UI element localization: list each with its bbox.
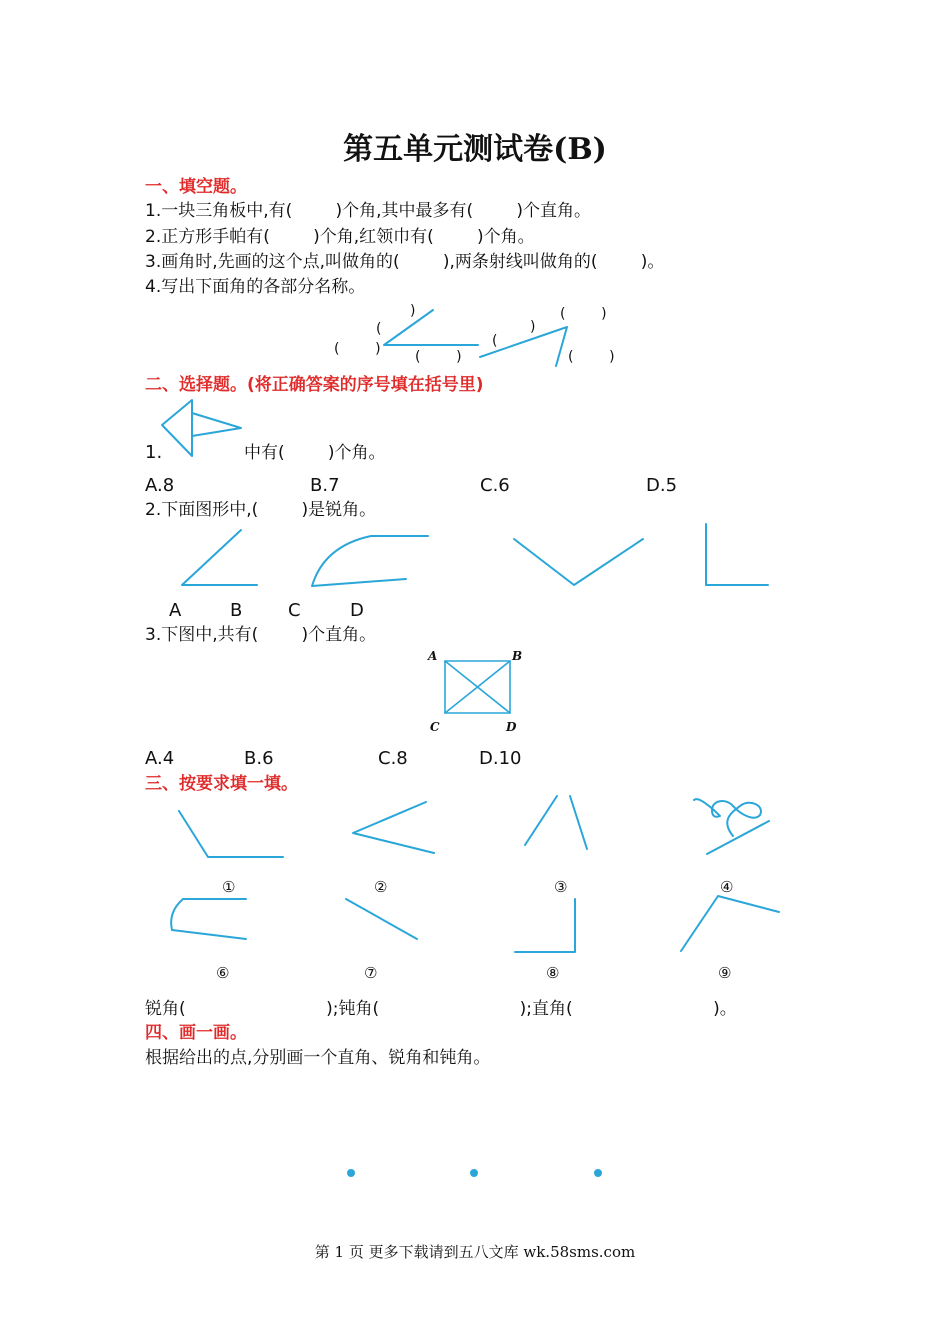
angle-part-label: ) (530, 319, 536, 335)
angle-figure-8 (515, 899, 575, 952)
choice-figure-b (312, 536, 428, 586)
rect-label-a: A (428, 649, 438, 663)
angle-figure-right (480, 327, 567, 366)
question-2-2: 2.下面图形中,( )是锐角。 (145, 500, 377, 520)
option-d: D.10 (479, 748, 522, 769)
section1-heading: 一、填空题。 (145, 177, 247, 197)
figure-number: ④ (720, 878, 734, 896)
figure-number: ⑧ (546, 964, 560, 982)
angle-part-label: ( (376, 321, 382, 337)
angle-part-label: ( ) (415, 349, 462, 365)
question-2-1-number: 1. (145, 442, 163, 463)
angle-figure-left (384, 310, 478, 345)
rect-label-b: B (512, 649, 523, 663)
question-1-1: 1.一块三角板中,有( )个角,其中最多有( )个直角。 (145, 201, 592, 221)
question-1-3: 3.画角时,先画的这个点,叫做角的( ),两条射线叫做角的( )。 (145, 252, 665, 272)
angle-figure-7 (346, 899, 417, 939)
answer-line: 锐角( );钝角( );直角( )。 (145, 999, 737, 1019)
figure-number: ⑨ (718, 964, 732, 982)
angle-part-label: ( ) (568, 349, 615, 365)
angle-figure-6 (171, 899, 246, 939)
page-footer: 第 1 页 更多下载请到五八文库 wk.58sms.com (314, 1243, 636, 1261)
page-title: 第五单元测试卷(B) (343, 132, 607, 167)
section4-heading: 四、画一画。 (145, 1023, 247, 1043)
angle-figure-9 (681, 896, 779, 951)
option-c: C.6 (480, 475, 510, 496)
angle-part-label: ( ) (560, 306, 607, 322)
option-c: C.8 (378, 748, 408, 769)
section3-heading: 三、按要求填一填。 (145, 774, 298, 794)
figure-number: ⑥ (216, 964, 230, 982)
rectangle-figure (445, 661, 510, 713)
option-b: B.6 (244, 748, 274, 769)
drawing-point (594, 1169, 602, 1177)
choice-label-c: C (288, 600, 301, 621)
option-d: D.5 (646, 475, 678, 496)
section2-heading: 二、选择题。(将正确答案的序号填在括号里) (145, 375, 484, 395)
choice-figure-d (706, 524, 768, 585)
figure-number: ③ (554, 878, 568, 896)
rect-label-c: C (430, 720, 440, 734)
question-1-2: 2.正方形手帕有( )个角,红领巾有( )个角。 (145, 227, 535, 247)
angle-figure-3 (525, 796, 587, 849)
angle-figure-1 (179, 811, 283, 857)
option-b: B.7 (310, 475, 340, 496)
choice-label-a: A (169, 600, 182, 621)
drawing-point (347, 1169, 355, 1177)
section4-instruction: 根据给出的点,分别画一个直角、锐角和钝角。 (145, 1048, 491, 1068)
question-2-1: 中有( )个角。 (244, 443, 386, 463)
question-2-3: 3.下图中,共有( )个直角。 (145, 625, 377, 645)
option-a: A.8 (145, 475, 175, 496)
choice-figure-c (514, 539, 643, 585)
option-a: A.4 (145, 748, 175, 769)
question-1-4: 4.写出下面角的各部分名称。 (145, 277, 366, 297)
choice-label-b: B (230, 600, 243, 621)
figure-number: ⑦ (364, 964, 378, 982)
angle-part-label: ) (410, 303, 416, 319)
arrow-figure (162, 400, 241, 456)
rect-label-d: D (506, 720, 517, 734)
choice-figure-a (182, 530, 257, 585)
angle-part-label: ( (492, 333, 498, 349)
choice-label-d: D (350, 600, 364, 621)
drawing-point (470, 1169, 478, 1177)
figure-number: ② (374, 878, 388, 896)
angle-figure-4 (694, 799, 769, 854)
angle-part-label: ( ) (334, 341, 381, 357)
figure-number: ① (222, 878, 236, 896)
angle-figure-2 (353, 802, 434, 853)
